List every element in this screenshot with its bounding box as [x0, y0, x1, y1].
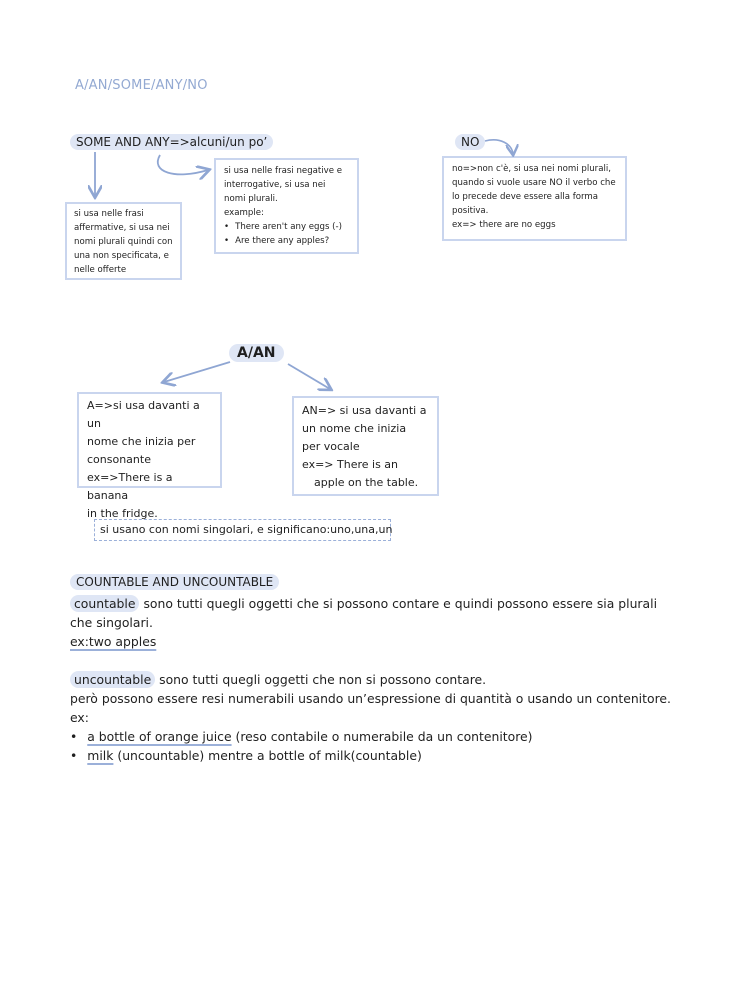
a-line: nome che inizia per [87, 435, 196, 448]
an-line: un nome che inizia [302, 422, 407, 435]
uncountable-def-text: sono tutti quegli oggetti che non si possono contare. [159, 672, 487, 687]
some-affirmative-box [65, 202, 182, 280]
no-example: ex=> there are no eggs [452, 220, 556, 230]
a-line: consonante [87, 453, 151, 466]
any-example-label: example: [224, 208, 264, 218]
countable-header [70, 575, 279, 589]
any-example-item: • There aren't any eggs (-) [224, 220, 349, 234]
an-line: AN=> si usa davanti a [302, 404, 427, 417]
some-any-header [70, 135, 273, 149]
countable-header-text: COUNTABLE AND UNCOUNTABLE [70, 574, 279, 590]
no-header-text: NO [455, 134, 485, 150]
some-affirmative-text: si usa nelle frasi affermative, si usa nei nomi plurali quindi con una non specificata, e nelle offerte [74, 209, 173, 275]
uncountable-example-item [70, 746, 710, 765]
arrow-a [164, 362, 230, 382]
an-box [292, 396, 439, 496]
countable-example: ex:two apples [70, 634, 157, 649]
uncountable-examples [70, 727, 710, 765]
bullet1-main: a bottle of orange juice [87, 729, 232, 744]
no-header [455, 135, 485, 149]
a-an-note [94, 519, 391, 541]
an-line: per vocale [302, 440, 360, 453]
any-example-list [224, 220, 349, 248]
uncountable-section [70, 670, 710, 765]
uncountable-term: uncountable [70, 671, 155, 688]
a-an-header [229, 345, 284, 361]
any-negative-box [214, 158, 359, 254]
ex-label: ex: [70, 710, 89, 725]
some-any-header-text: SOME AND ANY=>alcuni/un po’ [70, 134, 273, 150]
uncountable-line2: però possono essere resi numerabili usando un’espressione di quantità o usando un contenitore. [70, 691, 671, 706]
an-line: ex=> There is an [302, 458, 399, 471]
a-line: ex=>There is a banana [87, 471, 173, 502]
bullet2-rest: (uncountable) mentre a bottle of milk(countable) [117, 748, 422, 763]
a-line: A=>si usa davanti a un [87, 399, 200, 430]
any-negative-text: si usa nelle frasi negative e interrogative, si usa nei nomi plurali. [224, 166, 343, 204]
arrow-some-negative [158, 155, 208, 174]
countable-section [70, 594, 670, 651]
bullet1-rest: (reso contabile o numerabile da un contenitore) [235, 729, 533, 744]
any-example-item: • Are there any apples? [224, 234, 349, 248]
bullet2-main: milk [87, 748, 114, 763]
arrow-an [288, 364, 330, 389]
uncountable-definition [70, 670, 710, 689]
a-line: in the fridge. [87, 507, 158, 520]
a-an-note-text: si usano con nomi singolari, e significano:uno,una,un [100, 523, 393, 536]
page-title: A/AN/SOME/ANY/NO [75, 78, 208, 93]
arrow-no [485, 140, 513, 154]
uncountable-example-item [70, 727, 710, 746]
countable-term: countable [70, 595, 139, 612]
an-line: apple on the table. [314, 476, 419, 489]
countable-def-text: sono tutti quegli oggetti che si possono contare e quindi possono essere sia plurali che singolari. [70, 596, 658, 630]
a-box [77, 392, 222, 520]
a-an-header-text: A/AN [229, 344, 284, 362]
no-box [442, 156, 627, 241]
no-text: no=>non c'è, si usa nei nomi plurali, quando si vuole usare NO il verbo che lo precede deve essere alla forma positiva. [452, 164, 616, 216]
countable-definition [70, 594, 670, 632]
